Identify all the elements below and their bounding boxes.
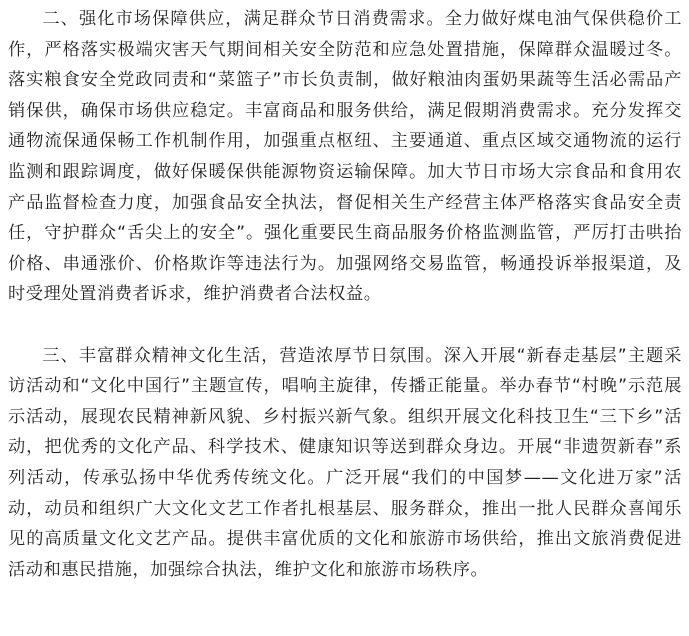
document-body	[8, 4, 682, 585]
paragraph-spacer	[8, 310, 682, 341]
paragraph-market-supply: 二、强化市场保障供应，满足群众节日消费需求。全力做好煤电油气保供稳价工作，严格落实极端灾害天气期间相关安全防范和应急处置措施，保障群众温暖过冬。落实粮食安全党政同责和“菜篮子”市长负责制，做好粮油肉蛋奶果蔬等生活必需品产销保供，确保市场供应稳定。丰富商品和服务供给，满足假期消费需求。充分发挥交通物流保通保畅工作机制作用，加强重点枢纽、主要通道、重点区域交通物流的运行监测和跟踪调度，做好保暖保供能源物资运输保障。加大节日市场大宗食品和食用农产品监督检查力度，加强食品安全执法，督促相关生产经营主体严格落实食品安全责任，守护群众“舌尖上的安全”。强化重要民生商品服务价格监测监管，严厉打击哄抬价格、串通涨价、价格欺诈等违法行为。加强网络交易监管，畅通投诉举报渠道，及时受理处置消费者诉求，维护消费者合法权益。	[8, 9, 682, 305]
paragraph-cultural-life: 三、丰富群众精神文化生活，营造浓厚节日氛围。深入开展“新春走基层”主题采访活动和“文化中国行”主题宣传，唱响主旋律，传播正能量。举办春节“村晚”示范展示活动，展现农民精神新风貌、乡村振兴新气象。组织开展文化科技卫生“三下乡”活动，把优秀的文化产品、科学技术、健康知识等送到群众身边。开展“非遗贺新春”系列活动，传承弘扬中华优秀传统文化。广泛开展“我们的中国梦——文化进万家”活动，动员和组织广大文化文艺工作者扎根基层、服务群众，推出一批人民群众喜闻乐见的高质量文化文艺产品。提供丰富优质的文化和旅游市场供给，推出文旅消费促进活动和惠民措施，加强综合执法，维护文化和旅游市场秩序。	[8, 345, 682, 580]
